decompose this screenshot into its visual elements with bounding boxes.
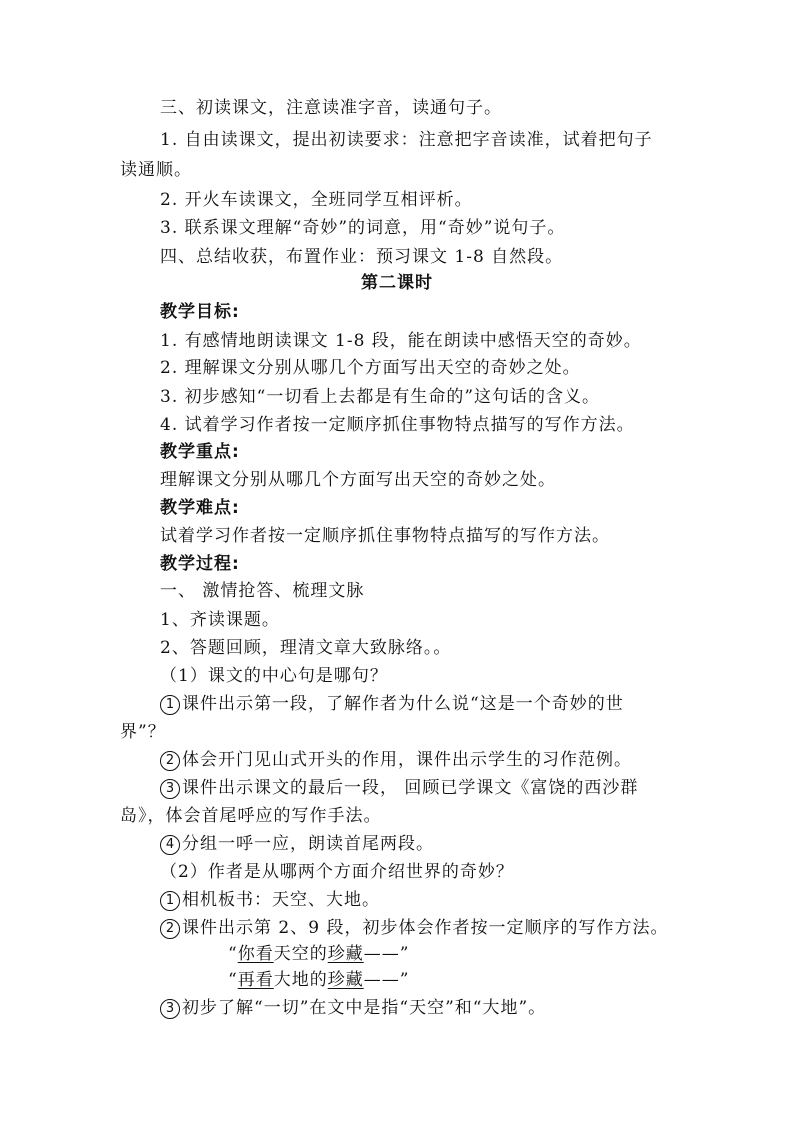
item-text: 课件出示第一段，了解作者为什么说“这是一个奇妙的世 (182, 694, 624, 714)
key-points-heading: 教学重点: (160, 442, 240, 462)
item-text: 相机板书：天空、大地。 (182, 890, 380, 910)
quote-middle: 天空的 (273, 944, 328, 964)
quote-earth (228, 969, 409, 991)
quote-underlined-1: 再看 (237, 970, 274, 990)
circled-number: 1 (160, 891, 180, 911)
item-q1-3-cont: 岛》，体会首尾呼应的写作手法。 (120, 806, 382, 826)
question-2: （2）作者是从哪两个方面介绍世界的奇妙？ (160, 862, 514, 882)
difficulties-heading: 教学难点: (160, 498, 240, 518)
quote-middle: 大地的 (273, 970, 328, 990)
item-q1-3 (160, 777, 638, 799)
section-3-heading: 三、初读课文，注意读准字音，读通句子。 (160, 98, 502, 118)
difficulties-text: 试着学习作者按一定顺序抓住事物特点描写的写作方法。 (160, 526, 610, 546)
section-4-heading: 四、总结收获，布置作业：预习课文 1-8 自然段。 (160, 247, 564, 267)
process-step-1: 1、齐读课题。 (160, 610, 280, 630)
quote-close: ——” (363, 970, 410, 990)
quote-underlined-2: 珍藏 (327, 970, 364, 990)
item-text: 初步了解“一切”在文中是指“天空”和“大地”。 (182, 998, 547, 1018)
goal-4: 4. 试着学习作者按一定顺序抓住事物特点描写的写作方法。 (160, 415, 635, 435)
item-q1-1 (160, 693, 624, 715)
process-step-2: 2、答题回顾，理清文章大致脉络。。 (160, 638, 452, 658)
step-2: 2. 开火车读课文，全班同学互相评析。 (160, 190, 473, 210)
item-text: 课件出示课文的最后一段， 回顾已学课文《富饶的西沙群 (182, 778, 639, 798)
item-q1-1-cont: 界”？ (120, 722, 166, 742)
goal-1: 1. 有感情地朗读课文 1-8 段，能在朗读中感悟天空的奇妙。 (160, 331, 642, 351)
process-section-1: 一、 激情抢答、梳理文脉 (160, 581, 365, 601)
item-q2-3 (160, 997, 546, 1019)
circled-number: 1 (160, 695, 180, 715)
item-q2-2 (160, 917, 668, 939)
lesson-2-title: 第二课时 (361, 273, 433, 293)
quote-underlined-1: 你看 (237, 944, 274, 964)
quote-open: “ (228, 944, 238, 964)
process-heading: 教学过程: (160, 554, 240, 574)
circled-number: 2 (160, 919, 180, 939)
goals-heading: 教学目标: (160, 302, 240, 322)
quote-open: “ (228, 970, 238, 990)
item-text: 分组一呼一应，朗读首尾两段。 (182, 834, 434, 854)
question-1: （1）课文的中心句是哪句？ (160, 666, 388, 686)
circled-number: 2 (160, 751, 180, 771)
circled-number: 4 (160, 835, 180, 855)
goal-3: 3. 初步感知“一切看上去都是有生命的”这句话的含义。 (160, 387, 601, 407)
quote-close: ——” (363, 944, 410, 964)
item-text: 课件出示第 2、9 段，初步体会作者按一定顺序的写作方法。 (182, 918, 669, 938)
key-points-text: 理解课文分别从哪几个方面写出天空的奇妙之处。 (160, 470, 556, 490)
item-q1-4 (160, 833, 434, 855)
item-q2-1 (160, 889, 380, 911)
step-1-line1: 1. 自由读课文，提出初读要求：注意把字音读准，试着把句子 (160, 130, 653, 150)
circled-number: 3 (160, 779, 180, 799)
circled-number: 3 (160, 999, 180, 1019)
goal-2: 2. 理解课文分别从哪几个方面写出天空的奇妙之处。 (160, 358, 581, 378)
step-3: 3. 联系课文理解“奇妙”的词意，用“奇妙”说句子。 (160, 218, 566, 238)
step-1-line2: 读通顺。 (120, 160, 192, 180)
quote-sky (228, 943, 409, 965)
quote-underlined-2: 珍藏 (327, 944, 364, 964)
item-text: 体会开门见山式开头的作用，课件出示学生的习作范例。 (182, 750, 632, 770)
item-q1-2 (160, 749, 632, 771)
